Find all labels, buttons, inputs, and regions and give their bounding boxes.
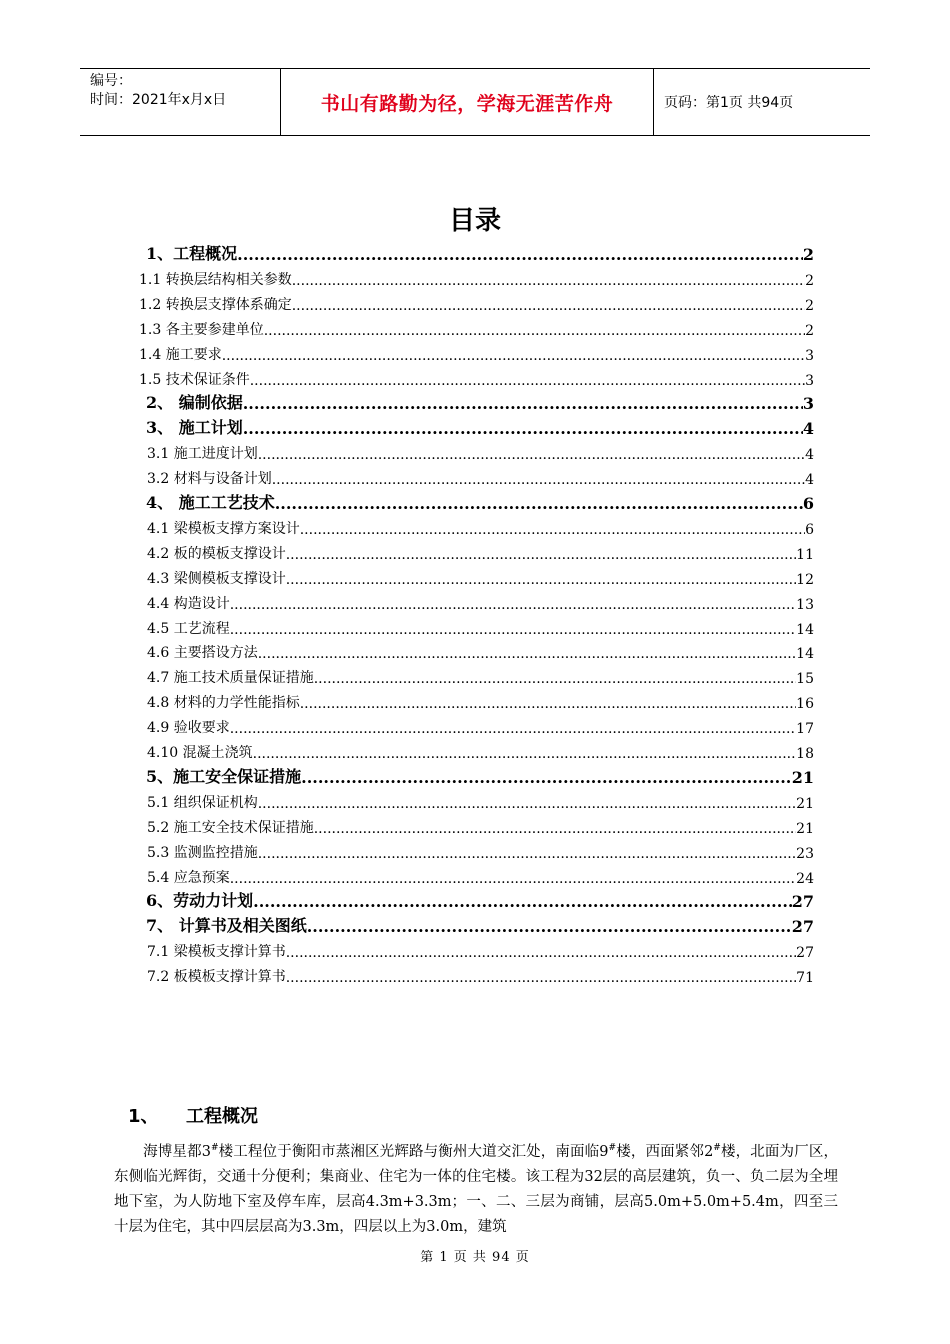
toc-entry-label: 5.4 应急预案 [147,869,230,886]
toc-leader-dots [230,871,796,887]
toc-leader-dots [307,917,792,936]
toc-leader-dots [253,746,797,762]
toc-entry-page: 12 [796,571,814,588]
toc-entry-chapter[interactable] [146,914,814,936]
toc-entry-section[interactable] [139,342,814,364]
toc-entry-page: 2 [805,272,814,289]
toc-entry-page: 4 [805,447,814,464]
toc-entry-page: 27 [796,945,814,962]
toc-leader-dots [258,796,796,812]
toc-entry-page: 17 [796,721,814,738]
toc-entry-label: 4.1 梁模板支撑方案设计 [147,520,300,537]
header-page-info: 页码：第1页 共94页 [664,95,794,111]
toc-leader-dots [286,572,796,588]
toc-leader-dots [286,547,796,563]
toc-entry-section[interactable] [147,964,814,986]
toc-leader-dots [230,597,796,613]
toc-leader-dots [314,671,796,687]
toc-leader-dots [300,696,796,712]
toc-entry-chapter[interactable] [146,889,814,911]
toc-entry-section[interactable] [139,292,814,314]
toc-leader-dots [243,419,803,438]
toc-entry-label: 3、 施工计划 [146,418,243,438]
toc-entry-page: 27 [791,892,814,912]
para-text-d: 楼，北面为厂区，东侧临光辉街，交通十分便利；集商业、住宅为一体的住宅楼。该工程为32层的高层建筑，负一、负二层为全埋地下室，为人防地下室及停车库，层高4.3m+3.3m；一、二、三层为商铺，层高5.0m+5.0m+5.4m，四至三十层为住宅，其中四层层高为3.3m，四层以上为3.0m，建筑 [114,1143,838,1235]
toc-entry-page: 13 [796,596,814,613]
toc-entry-page: 14 [796,621,814,638]
toc-entry-section[interactable] [147,516,814,538]
toc-entry-section[interactable] [139,317,814,339]
toc-entry-page: 4 [805,472,814,489]
toc-entry-label: 4.4 构造设计 [147,595,230,612]
para-text-a: 海博星都3 [143,1143,211,1160]
toc-entry-chapter[interactable] [146,242,814,264]
section-paragraph [114,1136,838,1240]
toc-entry-section[interactable] [147,790,814,812]
toc-entry-label: 6、劳动力计划 [146,891,254,911]
toc-entry-label: 1.2 转换层支撑体系确定 [139,296,292,313]
toc-title: 目录 [448,206,501,236]
toc-entry-label: 2、 编制依据 [146,393,243,413]
toc-entry-page: 21 [791,767,814,787]
toc-entry-chapter[interactable] [146,416,814,438]
toc-entry-label: 4.8 材料的力学性能指标 [147,695,300,712]
toc-entry-section[interactable] [147,441,814,463]
toc-entry-chapter[interactable] [146,491,814,513]
toc-entry-section[interactable] [147,690,814,712]
toc-entry-section[interactable] [147,715,814,737]
toc-entry-label: 4.3 梁侧模板支撑设计 [147,570,286,587]
toc-entry-section[interactable] [147,566,814,588]
toc-entry-label: 1.5 技术保证条件 [139,371,250,388]
toc-entry-label: 5.1 组织保证机构 [147,794,258,811]
toc-entry-label: 4.6 主要搭设方法 [147,645,258,662]
toc-entry-section[interactable] [147,840,814,862]
toc-entry-page: 6 [805,521,814,538]
toc-entry-chapter[interactable] [146,391,814,413]
section-number: 1、 [128,1106,159,1127]
toc-entry-label: 3.2 材料与设备计划 [147,471,272,488]
toc-entry-label: 7、 计算书及相关图纸 [146,916,307,936]
toc-entry-page: 24 [796,870,814,887]
toc-leader-dots [264,323,805,339]
code-label: 编号： [90,73,132,89]
toc-entry-chapter[interactable] [146,765,814,787]
sup-mark: # [210,1143,219,1153]
toc-entry-section[interactable] [147,616,814,638]
toc-entry-label: 4、 施工工艺技术 [146,493,275,512]
toc-entry-section[interactable] [147,665,814,687]
toc-leader-dots [253,892,792,911]
toc-entry-section[interactable] [147,939,814,961]
toc-entry-section[interactable] [147,865,814,887]
toc-entry-section[interactable] [147,640,814,662]
toc-entry-page: 18 [796,746,814,762]
toc-entry-page: 11 [796,546,814,563]
toc-leader-dots [250,373,805,389]
toc-leader-dots [314,821,796,837]
toc-entry-page: 16 [796,696,814,713]
toc-entry-page: 14 [796,646,814,663]
toc-entry-label: 4.2 板的模板支撑设计 [147,545,286,562]
toc-leader-dots [230,721,796,737]
toc-leader-dots [272,472,805,488]
toc-leader-dots [230,622,796,638]
toc-entry-section[interactable] [147,591,814,613]
page-footer: 第 1 页 共 94 页 [420,1250,530,1265]
toc-entry-page: 6 [802,494,814,513]
toc-entry-page: 2 [802,245,814,264]
toc-leader-dots [222,348,805,364]
toc-entry-page: 4 [802,419,814,439]
toc-entry-section[interactable] [147,541,814,563]
time-label: 时间：2021年x月x日 [90,92,227,108]
toc-entry-section[interactable] [147,815,814,837]
toc-entry-page: 27 [791,917,814,937]
section-heading [128,1102,258,1128]
toc-entry-label: 5、施工安全保证措施 [146,766,302,786]
toc-entry-label: 1、工程概况 [146,244,238,263]
toc-entry-section[interactable] [147,740,814,762]
toc-leader-dots [301,768,792,787]
toc-leader-dots [292,298,805,314]
toc-entry-label: 4.5 工艺流程 [147,620,230,637]
toc-entry-page: 2 [805,297,814,314]
toc-leader-dots [292,273,805,289]
toc-entry-label: 1.1 转换层结构相关参数 [139,271,292,288]
toc-entry-page: 21 [796,820,814,837]
para-text-c: 楼，西面紧邻2 [616,1143,714,1160]
toc-entry-section[interactable] [147,466,814,488]
toc-entry-label: 5.2 施工安全技术保证措施 [147,819,314,836]
toc-entry-label: 3.1 施工进度计划 [147,446,258,463]
toc-leader-dots [275,494,803,513]
toc-entry-label: 7.2 板模板支撑计算书 [147,969,286,986]
para-text-b: 楼工程位于衡阳市蒸湘区光辉路与衡州大道交汇处，南面临9 [218,1143,609,1160]
toc-entry-page: 15 [796,671,814,688]
toc-entry-page: 3 [802,394,814,414]
toc-entry-label: 4.7 施工技术质量保证措施 [147,670,314,687]
toc-leader-dots [286,945,796,961]
toc-entry-label: 4.10 混凝土浇筑 [147,745,253,761]
toc-entry-section[interactable] [139,267,814,289]
page-header [80,68,870,136]
toc-entry-label: 1.3 各主要参建单位 [139,321,264,338]
toc-entry-page: 2 [805,322,814,339]
toc-entry-page: 3 [805,347,814,364]
toc-entry-page: 21 [796,795,814,812]
toc-entry-label: 4.9 验收要求 [147,720,230,737]
header-motto: 书山有路勤为径，学海无涯苦作舟 [281,69,654,135]
header-meta-cell [80,69,281,135]
section-title: 工程概况 [186,1106,258,1127]
toc-leader-dots [300,522,805,538]
toc-entry-page: 3 [805,372,814,389]
toc-leader-dots [258,646,796,662]
toc-leader-dots [286,970,796,986]
toc-leader-dots [243,394,803,413]
toc-entry-label: 1.4 施工要求 [139,346,222,363]
toc-leader-dots [258,447,805,463]
toc-entry-page: 71 [796,970,814,987]
sup-mark: # [608,1143,617,1153]
toc-entry-label: 5.3 监测监控措施 [147,844,258,861]
toc-leader-dots [237,245,803,264]
toc-entry-page: 23 [796,845,814,862]
toc-leader-dots [258,846,796,862]
sup-mark: # [713,1143,721,1153]
toc-entry-section[interactable] [139,367,814,389]
toc-entry-label: 7.1 梁模板支撑计算书 [147,944,286,961]
